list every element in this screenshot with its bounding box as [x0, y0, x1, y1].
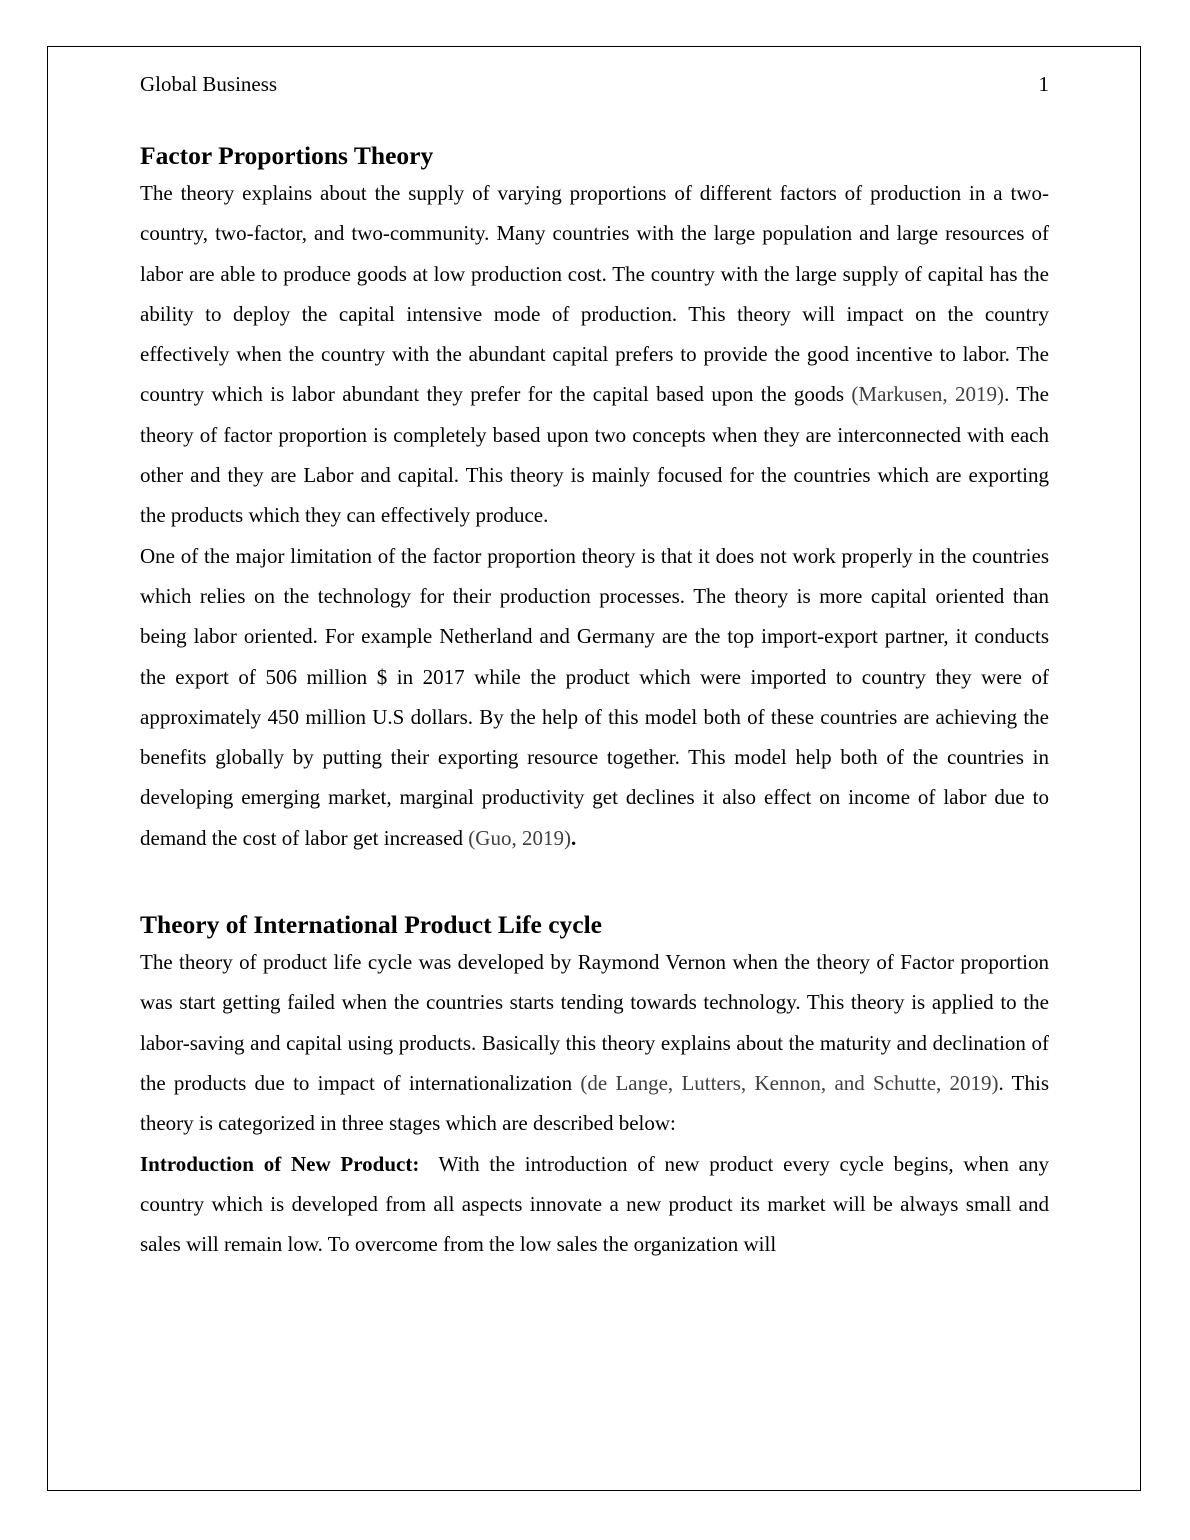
- page-number: 1: [1038, 72, 1049, 96]
- citation: (Markusen, 2019): [851, 382, 1005, 407]
- paragraph-text: . This theory is categorized in three stages which are described below:: [140, 1070, 1049, 1136]
- paragraph-text: The theory of product life cycle was developed by Raymond Vernon when the theory of Factor proportion was start getting failed when the countries starts tending towards technology. This theory is applied to the labor-saving and capital using products. Basically this theory explains about the maturity and declination of the products due to impact of internationalization: [140, 950, 1049, 1095]
- paragraph-text: The theory explains about the supply of varying proportions of different factors of production in a two-country, two-factor, and two-community. Many countries with the large population and large resources of labor are able to produce goods at low production cost. The country with the large supply of capital has the ability to deploy the capital intensive mode of production. This theory will impact on the country effectively when the country with the abundant capital prefers to provide the good incentive to labor. The country which is labor abundant they prefer for the capital based upon the goods: [140, 181, 1049, 407]
- term-label: Introduction of New Product:: [140, 1151, 420, 1176]
- section-heading-factor-proportions: Factor Proportions Theory: [140, 141, 434, 170]
- running-head: Global Business: [140, 72, 278, 96]
- paragraph: [140, 942, 1049, 1143]
- page-header: [140, 70, 1049, 98]
- section-spacer: [140, 858, 1049, 908]
- paragraph-text: One of the major limitation of the factor proportion theory is that it does not work properly in the countries which relies on the technology for their production processes. The theory is more capital oriented than being labor oriented. For example Netherland and Germany are the top import-export partner, it conducts the export of 506 million $ in 2017 while the product which were imported to country they were of approximately 450 million U.S dollars. By the help of this model both of these countries are achieving the benefits globally by putting their exporting resource together. This model help both of the countries in developing emerging market, marginal productivity get declines it also effect on income of labor due to demand the cost of labor get increased: [140, 543, 1049, 850]
- citation: (Guo, 2019): [468, 825, 571, 850]
- section-heading-product-life-cycle: Theory of International Product Life cycle: [140, 910, 603, 940]
- paragraph: [140, 536, 1049, 858]
- paragraph-text: . The theory of factor proportion is completely based upon two concepts when they are interconnected with each other and they are Labor and capital. This theory is mainly focused for the countries which are exporting the products which they can effectively produce.: [140, 382, 1049, 528]
- paragraph-text: .: [570, 825, 577, 850]
- document-body: [140, 139, 1055, 1264]
- citation: (de Lange, Lutters, Kennon, and Schutte, 2019): [580, 1070, 999, 1095]
- paragraph: [140, 1144, 1055, 1265]
- paragraph-text: With the introduction of new product every cycle begins, when any country which is developed from all aspects innovate a new product its market will be always small and sales will remain low. To overcome from the low sales the organization will: [140, 1151, 1055, 1257]
- paragraph: [140, 173, 1049, 536]
